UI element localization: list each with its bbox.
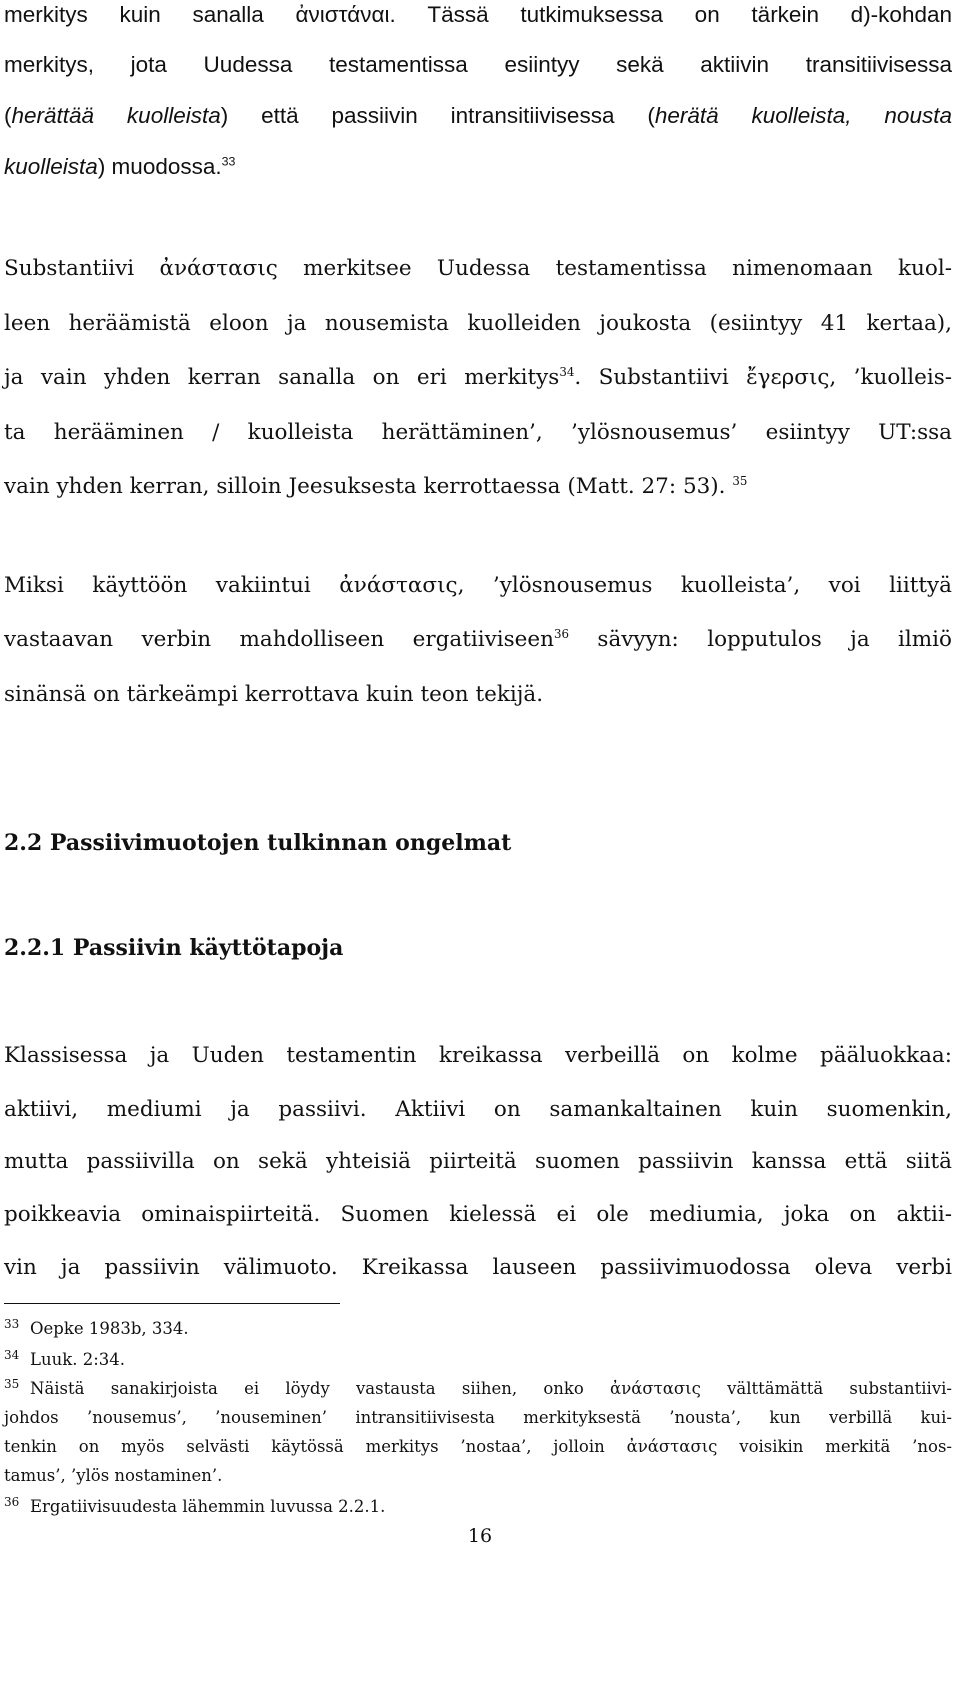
footnote-35-line-4: tamus’, ’ylös nostaminen’. — [4, 1466, 223, 1485]
intro-line-3 — [4, 102, 952, 130]
para3-line-1: Klassisessa ja Uuden testamentin kreikassa verbeillä on kolme pääluokkaa: — [4, 1043, 952, 1068]
subsection-heading: 2.2.1 Passiivin käyttötapoja — [4, 935, 344, 961]
intro-text: ( — [4, 103, 12, 128]
para1-line-2: leen heräämistä eloon ja nousemista kuolleiden joukosta (esiintyy 41 kertaa), — [4, 311, 952, 336]
footnote-35-line-3: tenkin on myös selvästi käytössä merkitys ’nostaa’, jolloin ἀνάστασις voisikin merkitä ’nos- — [4, 1437, 952, 1456]
footnote-ref-35: 35 — [732, 473, 748, 488]
para3-line-5: vin ja passiivin välimuoto. Kreikassa lauseen passiivimuodossa oleva verbi — [4, 1255, 952, 1280]
para2-line-1: Miksi käyttöön vakiintui ἀνάστασις, ’ylösnousemus kuolleista’, voi liittyä — [4, 573, 952, 598]
page-number: 16 — [467, 1525, 493, 1547]
footnote-text: Näistä sanakirjoista ei löydy vastausta siihen, onko ἀνάστασις välttämättä substantiivi- — [30, 1379, 952, 1398]
intro-italic-text: herätä kuolleista, nousta — [654, 103, 952, 128]
footnote-separator — [4, 1303, 340, 1304]
footnote-ref-36: 36 — [553, 626, 570, 641]
para1-text: . Substantiivi ἔγερσις, ’kuolleis- — [574, 365, 952, 390]
para1-line-5 — [4, 473, 747, 501]
footnote-34: 34 Luuk. 2:34. — [4, 1347, 125, 1369]
footnote-35-line-1: 35 Näistä sanakirjoista ei löydy vastausta siihen, onko ἀνάστασις välttämättä substantiivi- — [4, 1376, 952, 1398]
footnote-35-line-2: johdos ’nousemus’, ’nouseminen’ intransitiivisesta merkityksestä ’nousta’, kun verbillä kui- — [4, 1408, 952, 1427]
intro-text: ) että passiivin intransitiivisessa ( — [220, 103, 655, 128]
para1-text: ja vain yhden kerran sanalla on eri merkitys — [4, 365, 560, 390]
footnote-36: 36 Ergatiivisuudesta lähemmin luvussa 2.2.1. — [4, 1494, 386, 1516]
footnote-text: Oepke 1983b, 334. — [30, 1319, 189, 1338]
intro-italic-text: herättää kuolleista — [11, 103, 221, 128]
footnote-ref-33: 33 — [221, 154, 236, 169]
para3-line-4: poikkeavia ominaispiirteitä. Suomen kielessä ei ole mediumia, joka on aktii- — [4, 1202, 952, 1227]
para1-line-3 — [4, 364, 952, 392]
intro-italic-text: kuolleista — [4, 154, 98, 179]
para2-text: vastaavan verbin mahdolliseen ergatiiviseen — [4, 627, 554, 652]
para3-line-2: aktiivi, mediumi ja passiivi. Aktiivi on samankaltainen kuin suomenkin, — [4, 1097, 952, 1122]
intro-line-1: merkitys kuin sanalla ἀνιστάναι. Tässä tutkimuksessa on tärkein d)-kohdan — [4, 2, 952, 27]
footnote-33: 33 Oepke 1983b, 334. — [4, 1316, 189, 1338]
para2-text: sävyyn: lopputulos ja ilmiö — [569, 627, 952, 652]
para2-line-3: sinänsä on tärkeämpi kerrottava kuin teon tekijä. — [4, 682, 544, 707]
intro-text: ) muodossa. — [97, 154, 222, 179]
para2-line-2 — [4, 626, 952, 654]
intro-line-4 — [4, 153, 235, 181]
section-heading: 2.2 Passiivimuotojen tulkinnan ongelmat — [4, 830, 512, 856]
para1-line-1: Substantiivi ἀνάστασις merkitsee Uudessa testamentissa nimenomaan kuol- — [4, 256, 952, 281]
para3-line-3: mutta passiivilla on sekä yhteisiä piirteitä suomen passiivin kanssa että siitä — [4, 1149, 952, 1174]
footnote-ref-34: 34 — [559, 364, 575, 379]
footnote-text: Luuk. 2:34. — [30, 1350, 125, 1369]
intro-line-2: merkitys, jota Uudessa testamentissa esiintyy sekä aktiivin transitiivisessa — [4, 52, 952, 77]
footnote-text: Ergatiivisuudesta lähemmin luvussa 2.2.1. — [30, 1497, 386, 1516]
para1-line-4: ta herääminen / kuolleista herättäminen’, ’ylösnousemus’ esiintyy UT:ssa — [4, 420, 952, 445]
para1-text: vain yhden kerran, silloin Jeesuksesta kerrottaessa (Matt. 27: 53). — [4, 474, 733, 499]
